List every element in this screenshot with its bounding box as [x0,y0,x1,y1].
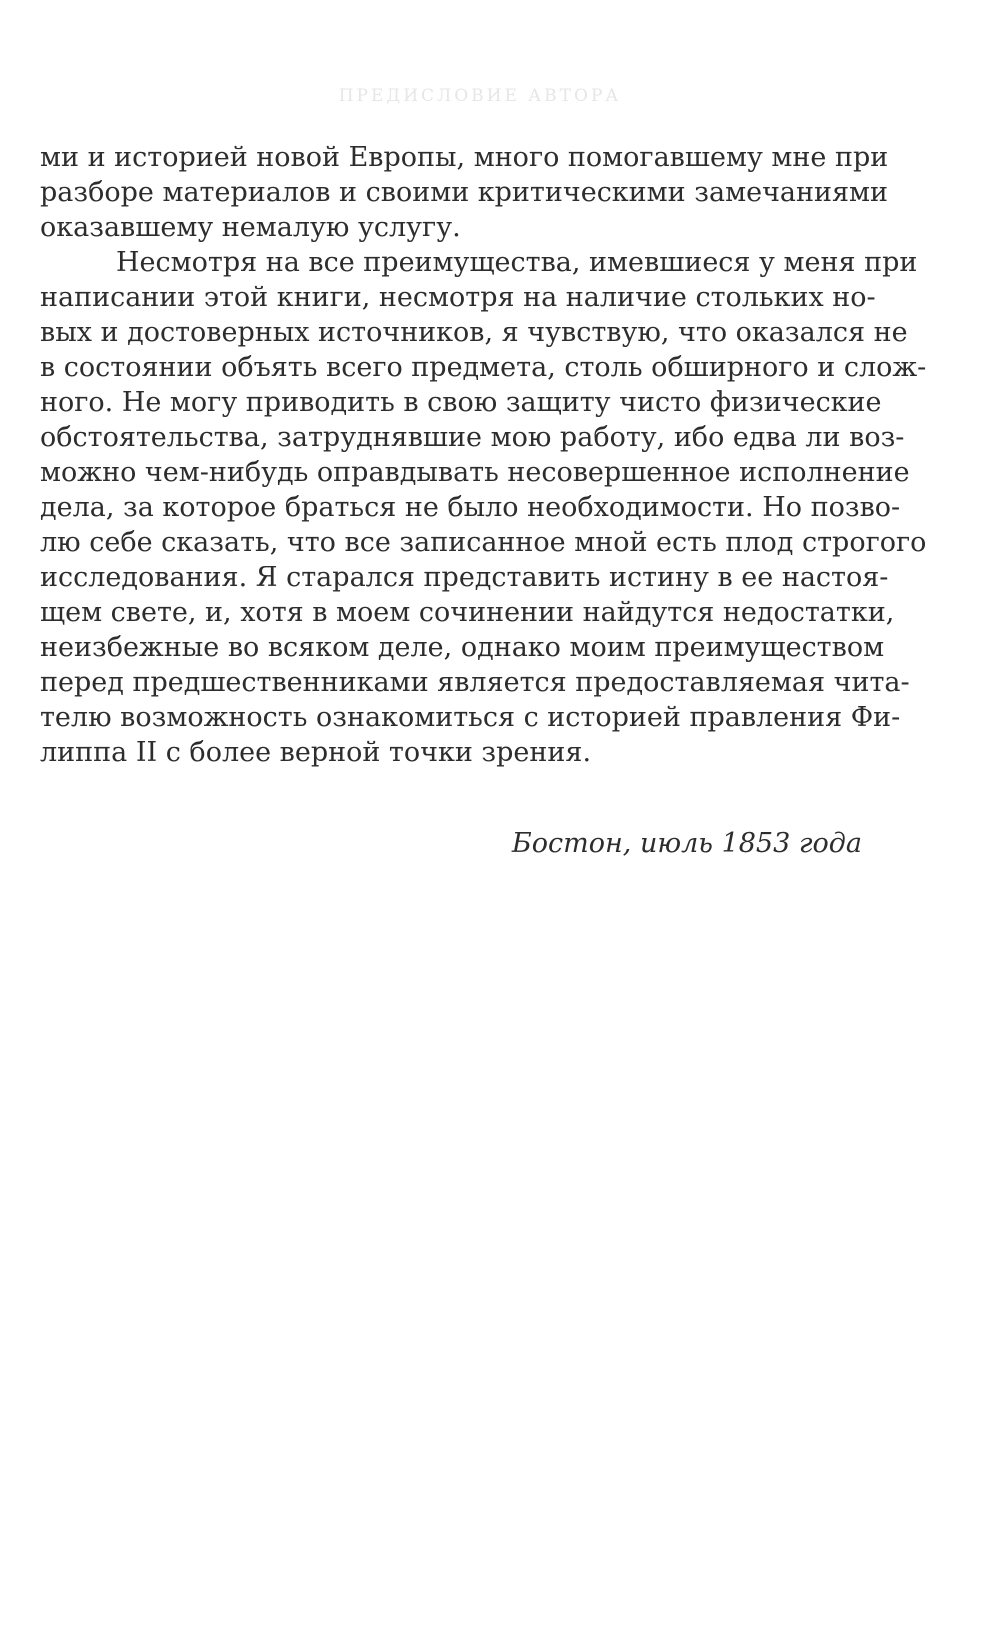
text-line: обстоятельства, затруднявшие мою работу, ибо едва ли воз- [40,422,905,453]
text-line: телю возможность ознакомиться с историей правления Фи- [40,702,901,733]
text-line: вых и достоверных источников, я чувствую, что оказался не [40,317,908,348]
text-line: ного. Не могу приводить в свою защиту чисто физические [40,387,882,418]
text-line: ми и историей новой Европы, много помогавшему мне при [40,142,889,173]
paragraph-2 [40,245,927,770]
text-line: лю себе сказать, что все записанное мной есть плод строгого [40,527,927,558]
text-line: исследования. Я старался представить истину в ее настоя- [40,562,889,593]
text-line: щем свете, и, хотя в моем сочинении найдутся недостатки, [40,597,895,628]
text-line: неизбежные во всяком деле, однако моим преимуществом [40,632,885,663]
text-line: в состоянии объять всего предмета, столь обширного и слож- [40,352,927,383]
text-line: перед предшественниками является предоставляемая чита- [40,667,910,698]
text-line: написании этой книги, несмотря на наличие стольких но- [40,282,876,313]
body-text [40,140,927,770]
text-line: дела, за которое браться не было необходимости. Но позво- [40,492,901,523]
paragraph-1 [40,140,889,245]
text-line: Несмотря на все преимущества, имевшиеся у меня при [116,247,918,278]
text-line: липпа II с более верной точки зрения. [40,737,592,768]
signature-place-date: Бостон, июль 1853 года [511,828,862,859]
text-line: оказавшему немалую услугу. [40,212,461,243]
running-head: ПРЕДИСЛОВИЕ АВТОРА [338,86,622,106]
text-line: можно чем-нибудь оправдывать несовершенное исполнение [40,457,910,488]
text-line: разборе материалов и своими критическими замечаниями [40,177,889,208]
